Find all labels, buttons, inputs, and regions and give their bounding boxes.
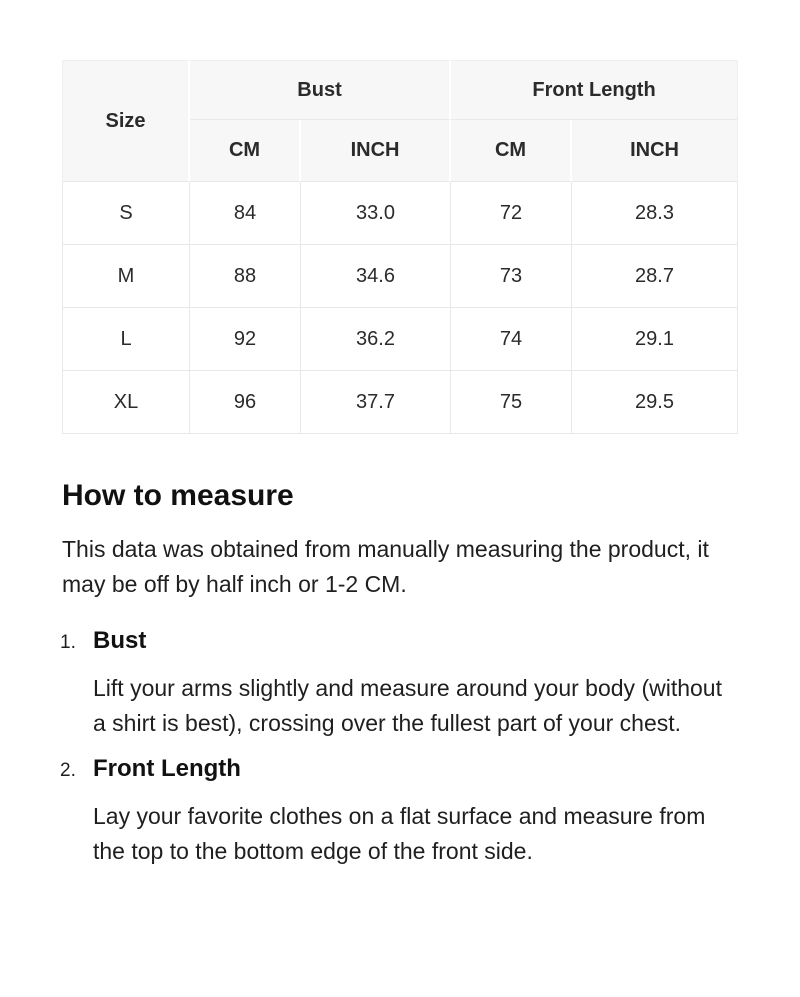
front-length-cm-cell: 75 [451,371,572,434]
bust-cm-cell: 92 [190,308,301,371]
group-header-row [62,60,738,120]
front-length-inch-cell: 29.1 [572,308,738,371]
table-row-m [62,245,738,308]
front-length-cm-cell: 74 [451,308,572,371]
step-bust-heading [62,623,738,660]
bust-inch-cell: 34.6 [301,245,451,308]
step-bust [62,623,738,741]
table-row-s [62,182,738,245]
step-number: 2. [60,760,76,781]
size-cell: M [62,245,190,308]
front-length-inch-cell: 29.5 [572,371,738,434]
measure-intro-text: This data was obtained from manually measuring the product, it may be off by half inch or 1-2 CM. [62,536,709,597]
size-chart-header [62,60,738,182]
bust-inch-header: INCH [301,120,451,182]
step-title: Front Length [93,755,241,782]
size-cell: S [62,182,190,245]
table-row-xl [62,371,738,434]
bust-cm-cell: 84 [190,182,301,245]
bust-inch-cell: 37.7 [301,371,451,434]
step-front-length-heading [62,751,738,788]
front-length-inch-cell: 28.7 [572,245,738,308]
measure-steps-list [62,623,738,869]
front-length-cm-header: CM [451,120,572,182]
bust-inch-cell: 33.0 [301,182,451,245]
step-description: Lay your favorite clothes on a flat surface and measure from the top to the bottom edge of the front side. [93,803,706,864]
step-title: Bust [93,627,147,654]
bust-cm-cell: 88 [190,245,301,308]
size-chart-table [62,60,738,434]
how-to-measure-title: How to measure [62,479,294,512]
front-length-inch-header: INCH [572,120,738,182]
size-column-header: Size [62,60,190,182]
front-length-group-header: Front Length [451,60,738,120]
step-front-length [62,751,738,869]
size-chart-body [62,182,738,434]
bust-cm-header: CM [190,120,301,182]
step-number: 1. [60,632,76,653]
size-cell: XL [62,371,190,434]
bust-inch-cell: 36.2 [301,308,451,371]
front-length-cm-cell: 72 [451,182,572,245]
bust-group-header: Bust [190,60,451,120]
size-cell: L [62,308,190,371]
table-row-l [62,308,738,371]
bust-cm-cell: 96 [190,371,301,434]
front-length-cm-cell: 73 [451,245,572,308]
step-description: Lift your arms slightly and measure around your body (without a shirt is best), crossing over the fullest part of your chest. [93,675,722,736]
front-length-inch-cell: 28.3 [572,182,738,245]
